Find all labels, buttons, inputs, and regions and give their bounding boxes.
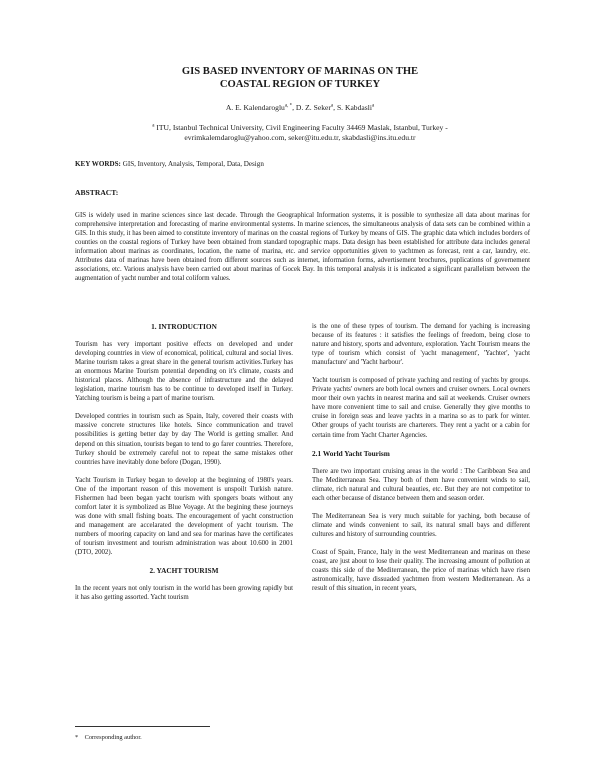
author-name: D. Z. Seker	[295, 103, 331, 112]
affiliation-emails: evrimkalemdaroglu@yahoo.com, seker@itu.edu.tr, skabdasli@ins.itu.edu.tr	[184, 133, 416, 143]
abstract-body: GIS is widely used in marine sciences since last decade. Through the Geographical Information systems, it is possible to synthesize all data about marinas for comprehensive interpretation and forecasting of marine environmental systems. In marine sciences, the simultaneous analysis of data sets can be combined within a GIS. In this study, it has been aimed to constitute inventory of marinas on the coastal regions of Turkey by means of GIS. The graphic data which includes borders of counties on the coastal regions of Turkey have been obtained from standard topographic maps. Data design has been established for attribute data includes general information about marinas as coordinates, location, the name of marina, etc. and service opportunities given to yachtmen as forecast, rent a car, laundry, etc. Attributes data of marinas have been obtained from different sources such as internet, information forms, advertisement brochures, puplications of governement associations, etc. Various analysis have been carried out about marinas of Gocek Bay. In this temporal analysis it is indicated a significant parallelism between the augmentation of yacht number and total coliform values.	[75, 212, 530, 283]
paragraph: There are two important cruising areas in the world : The Caribbean Sea and The Mediterranean Sea. They both of them have convenient winds to sail, climate, rich natural and cultural beauties, etc. But they are not competitor to each other because of distance between them and season order.	[312, 467, 530, 502]
author-marker: a	[371, 103, 375, 109]
affiliation	[84, 123, 516, 143]
keywords-list: GIS, Inventory, Analysis, Temporal, Data, Design	[122, 160, 264, 168]
keywords-label: KEY WORDS:	[75, 160, 121, 168]
paragraph: Developed contries in tourism such as Spain, Italy, covered their coasts with massive concrete structures like hotels. Since communication and travel possibilities is getting better day by day The World is getting smaller. And depend on this situation, tourists began to tend to go farer countries. Therefore, Turkey should be extremely careful not to repeat the same mistakes other countries have inevitably done before (Dogan, 1990).	[75, 413, 293, 466]
left-column	[75, 322, 293, 611]
footnote-marker: *	[75, 734, 79, 741]
author-marker: a, *	[284, 103, 293, 109]
section-heading-yacht-tourism: 2. YACHT TOURISM	[149, 566, 219, 576]
footnote-divider	[75, 726, 210, 727]
paragraph: Tourism has very important positive effects on developed and under developing countries in view of economical, political, cultural and social lives. Marine tourism takes a great share in the general tourism activities.Turkey has an enormous Marine Tourism potential depending on it's climate, coasts and historical places. Although the absence of infrastructure and the delayed legislation, marine tourism has to be continue to developed itself in Turkey. Yatching tourism is being a part of marine tourism.	[75, 341, 293, 403]
paragraph: The Mediterranean Sea is very much suitable for yaching, both because of climate and winds convenient to sail, its natural small bays and different cultures and history of surrounding countries.	[312, 512, 530, 538]
paragraph: In the recent years not only tourism in the world has been growing rapidly but it has also getting assorted. Yacht tourism	[75, 585, 293, 602]
abstract-heading: ABSTRACT:	[75, 188, 119, 197]
paragraph: Yacht Tourism in Turkey began to develop at the beginning of 1980's years. One of the important reason of this movement is unspoilt Turkish nature. Fishermen had been began yacht tourism with spongers boats without any comfort later it is symbolized as Blue Voyage. At the begining these journeys was done with small fishing boats. The encouragement of yacht construction and management are accelarated the development of yacht tourism. The numbers of mooring capacity on land and sea for marinas have the certificates of tourism investment and tourism administration was about 10.600 in 2001 (DTO, 2002).	[75, 476, 293, 557]
footnote-text: Corresponding author.	[84, 734, 142, 741]
title-line-1: GIS BASED INVENTORY OF MARINAS ON THE	[181, 66, 419, 77]
affiliation-line-1: $^a$ ITU, Istanbul Technical University, Civil Engineering Faculty 34469 Maslak, Istanbul, Turkey -	[152, 123, 448, 132]
author-marker: a	[330, 103, 334, 109]
paragraph: is the one of these types of tourism. The demand for yaching is increasing because of its features : it satisfies the feelings of freedom, being close to nature and history, sports and adventure, exploration. Yacht Tourism means the type of tourism which consist of 'yacht management', 'Yachter', 'yacht manufacture' and 'Yacht harbour'.	[312, 323, 530, 367]
right-column	[312, 322, 530, 602]
paragraph: Coast of Spain, France, Italy in the west Mediterranean and marinas on these coast, are just about to lose their quality. The increasing amount of pollution at coasts this side of the Mediterranean, the price of marinas which have risen astronomically, have dissuaded yachtmen from western Mediterranean. As a result of this situation, in recent years,	[312, 548, 530, 593]
paper-title	[60, 66, 540, 91]
affiliation-marker: a	[152, 123, 155, 129]
footnote	[75, 734, 142, 741]
author-name: S. Kabdasli	[336, 103, 372, 112]
paragraph: Yacht tourism is composed of private yaching and resting of yachts by groups. Private yachts' owners are both local owners and cruiser owners. Local owners moor their own yachts in nearest marina and sail at weekends. Cruiser owners have more convenient time to sail and cruise. Generally they give months to cruise in foreign seas and leave yachts in a marina so as to park for winter. Other groups of yacht tourists are charterers. They rent a yacht or a cabin for certain time from Yacht Charter Agencies.	[312, 377, 530, 439]
author-name: A. E. Kalendaroglu	[225, 103, 285, 112]
section-heading-world-yacht-tourism: 2.1 World Yacht Tourism	[312, 448, 390, 458]
keywords	[75, 160, 530, 169]
author-list: A. E. Kalendaroglu$^{a, *}$, D. Z. Seker$^a$, S. Kabdasli$^a$	[225, 103, 375, 112]
title-line-2: COASTAL REGION OF TURKEY	[219, 78, 381, 90]
section-heading-introduction: 1. INTRODUCTION	[151, 322, 217, 331]
